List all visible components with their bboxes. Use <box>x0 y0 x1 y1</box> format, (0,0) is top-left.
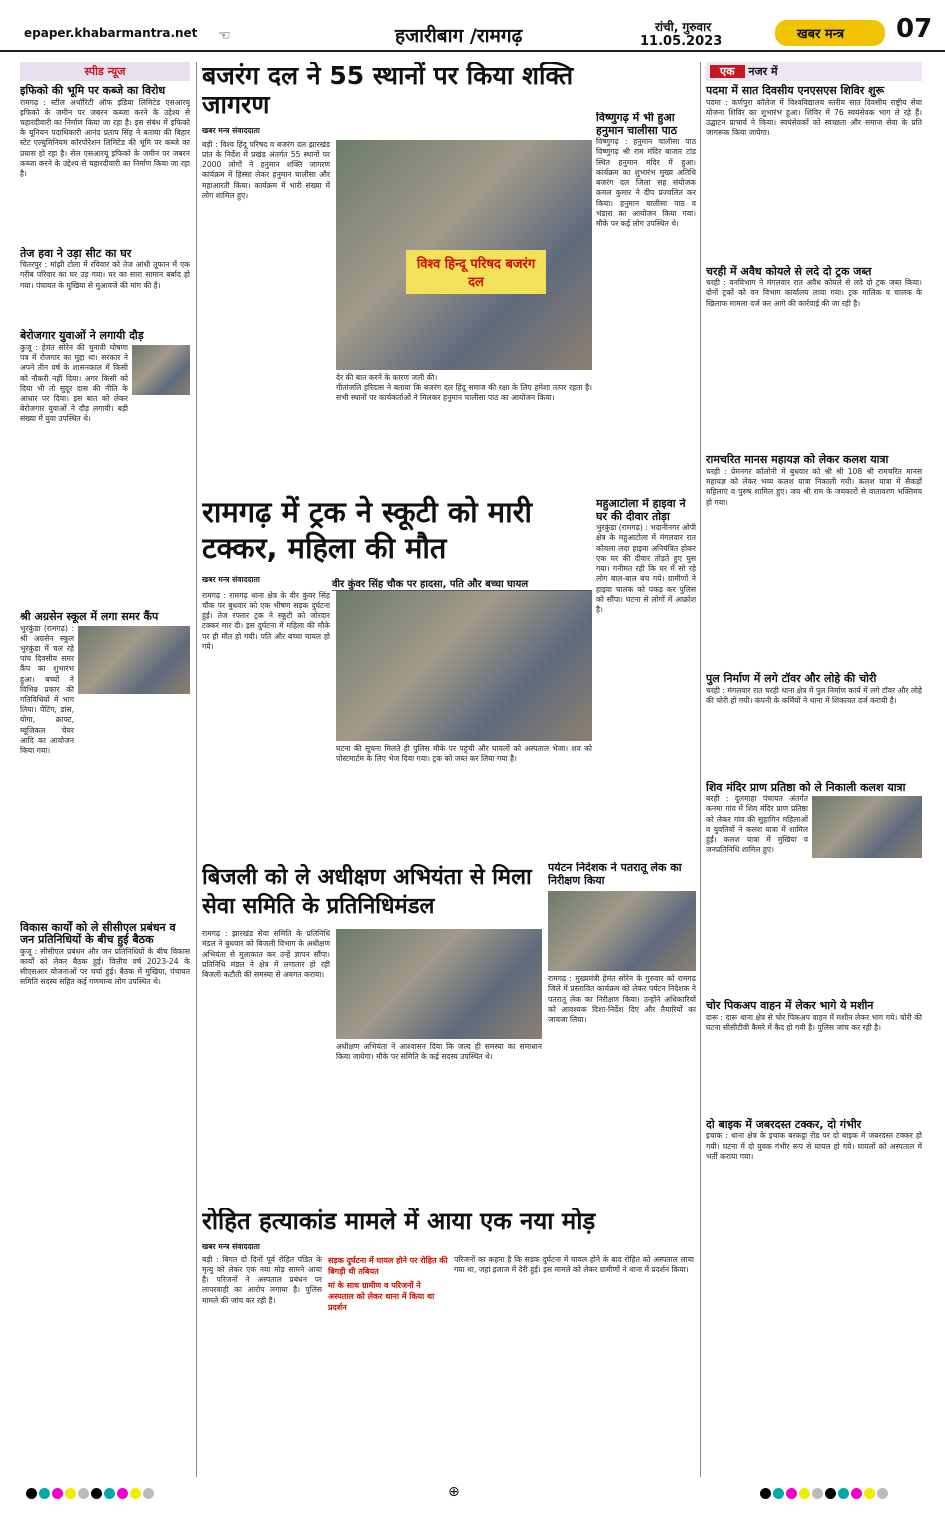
divider-right <box>700 62 701 1477</box>
tag1: एक <box>710 65 745 78</box>
speed-news-band: स्पीड न्यूज <box>20 62 190 81</box>
rohit-deck1: सड़क दुर्घटना में घायल होने पर रोहित की बिगड़ी थी तबियत <box>328 1255 448 1276</box>
top-story <box>202 62 592 492</box>
right-h2: चरही में अवैध कोयले से लदे दो ट्रक जब्त <box>706 264 872 278</box>
rohit-p1: बड़ी : बिगत दो दिनों पूर्व रोहित पंडित के मृत्यु को लेकर एक नया मोड़ सामने आया है। परिजनों ने अस्पताल प्रबंधन पर लापरवाही का आरोप लगाया है। पुलिस मामले की जांच कर रही है। <box>202 1254 322 1305</box>
side-head: विष्णुगढ़ में भी हुआ हनुमान चालीसा पाठ <box>596 112 678 137</box>
truck-byline: खबर मन्त्र संवाददाता <box>202 574 260 584</box>
right-h7: दो बाइक में जबरदस्त टक्कर, दो गंभीर <box>706 1117 862 1131</box>
truck-p1: रामगढ़ : रामगढ़ थाना क्षेत्र के वीर कुंवर सिंह चौक पर बुधवार को एक भीषण सड़क दुर्घटना हुई। तेज रफ्तार ट्रक ने स्कूटी को जोरदार टक्कर मार दी। इस दुर्घटना में महिला की मौके पर ही मौत हो गयी। पति और बच्चा घायल हो गये। <box>202 590 330 651</box>
mark-dot <box>65 1488 76 1499</box>
rohit-byline: खबर मन्त्र संवाददाता <box>202 1241 260 1251</box>
pointer-icon: ☜ <box>218 28 231 44</box>
truck-story <box>202 494 592 854</box>
right-h4: पुल निर्माण में लगे टॉवर और लोहे की चोरी <box>706 671 877 685</box>
mark-dot <box>143 1488 154 1499</box>
mark-dot <box>864 1488 875 1499</box>
place-day: रांची, गुरुवार <box>655 20 712 34</box>
left-p2: चितरपुर : मांझी टोला में रविवार को तेज आंधी तूफान में एक गरीब परिवार का घर उड़ गया। घर का सारा सामान बर्बाद हो गया। पंचायत के मुखिया से मुआवजे की मांग की है। <box>20 260 190 290</box>
rohit-headline: रोहित हत्याकांड मामले में आया एक नया मोड़ <box>202 1208 596 1235</box>
truck-p2: घटना की सूचना मिलते ही पुलिस मौके पर पहुंची और घायलों को अस्पताल भेजा। शव को पोस्टमार्टम के लिए भेज दिया गया। ट्रक को जब्त कर लिया गया है। <box>336 743 592 763</box>
top-headline: बजरंग दल ने 55 स्थानों पर किया शक्ति जागरण <box>202 62 574 119</box>
brand-logo <box>775 20 885 46</box>
bajrang-dal-photo <box>336 140 592 370</box>
left-p3: कुजू : हेमंत सोरेन की चुनावी घोषणा पत्र में रोजगार का मुद्दा था। सरकार ने अपने तीन वर्ष के शासनकाल में किसी को नौकरी नहीं दिया। अगर किसी को दिया भी तो सुदूर दास की नीति के आधार पर दिया। इस बात को लेकर बेरोजगार युवाओं ने दौड़ लगायी। बड़ी संख्या में युवा उपस्थित थे। <box>20 342 128 424</box>
electric-headline: बिजली को ले अधीक्षण अभियंता से मिला सेवा समिति के प्रतिनिधिमंडल <box>202 865 532 919</box>
mark-dot <box>851 1488 862 1499</box>
right-p5: बरही : दुलमाहा पंचायत अंतर्गत कनमा गांव में शिव मंदिर प्राण प्रतिष्ठा को लेकर गांव की सुहागिन महिलाओं व युवतियों ने कलश यात्रा में शामिल हुईं। कलश यात्रा में मुखिया व जनप्रतिनिधि शामिल हुए। <box>706 794 808 855</box>
side-p: विष्णुगढ़ : हनुमान चालीसा पाठ विष्णुगढ़ श्री राम मंदिर बाजार टांड स्थित हनुमान मंदिर में हुआ। कार्यक्रम का शुभारंभ मुख्य अतिथि बजरंग दल जिला सह संयोजक कमल कुमार ने दीप प्रज्वलित कर किया। हनुमान चालीसा पाठ व भंडारा का आयोजन किया गया। मौके पर कई लोग उपस्थित थे। <box>596 137 696 228</box>
right-h5: शिव मंदिर प्राण प्रतिष्ठा को ले निकाली कलश यात्रा <box>706 780 906 794</box>
right-p6: दारू : दारू थाना क्षेत्र से चोर पिकअप वाहन में मशीन लेकर भाग गये। चोरी की घटना सीसीटीवी कैमरे में कैद हो गयी है। पुलिस जांच कर रही है। <box>706 1012 922 1033</box>
left-h4: श्री अग्रसेन स्कूल में लगा समर कैंप <box>20 609 159 623</box>
top-side <box>596 112 696 492</box>
right-p2: चरही : वनविभाग ने मंगलवार रात अवैध कोयले से लदे दो ट्रक जब्त किया। दोनों ट्रकों को वन विभाग कार्यालय लाया गया। ट्रक मालिक व चालक के खिलाफ मामला दर्ज कर आगे की कार्रवाई की जा रही है। <box>706 278 922 308</box>
electric-story <box>202 864 542 1204</box>
mark-dot <box>78 1488 89 1499</box>
registration-marks-left <box>26 1484 156 1502</box>
banner-text: विश्व हिन्दू परिषद बजरंग दल <box>406 250 546 294</box>
left-p1: रामगढ़ : स्टील अथॉरिटी ऑफ इंडिया लिमिटेड एसआरयू इफिको के जमीन पर जबरन कब्जा करने के उद्देश्य से चहारदीवारी का निर्माण किया जा रहा है। इस संबंध में इफिको के यूनियन पदाधिकारी आनंद प्रताप सिंह ने बताया की बिहार स्टेट एल्युमिनियम कॉरपोरेशन लिमिटेड की भूमि पर कब्जे का प्रयास हो रहा है। सेल एसआरयू इफिको के जमीन पर जबरन कब्जा करने के उद्देश्य से चहारदीवारी का निर्माण किया जा रहा है। <box>20 97 190 179</box>
truck-headline: रामगढ़ में ट्रक ने स्कूटी को मारी टक्कर, महिला की मौत <box>202 495 532 566</box>
hydel-p: भुरकुंडा (रामगढ़) : भदानीनगर ओपी क्षेत्र के महुआटोला में मंगलवार रात कोयला लदा हाइवा अनियंत्रित होकर एक घर की दीवार तोड़ते हुए घुस गया। गनीमत रही कि घर में सो रहे लोग बाल-बाल बच गये। ग्रामीणों ने हाइवा चालक को पकड़ कर पुलिस को सौंपा। घटना से लोगों में आक्रोश है। <box>596 523 696 614</box>
right-p4: चरही : मंगलवार रात चरही थाना क्षेत्र में पुल निर्माण कार्य में लगे टॉवर और लोहे की चोरी हो गयी। कंपनी के कर्मियों ने थाना में शिकायत दर्ज करायी है। <box>706 685 922 705</box>
top-byline: खबर मन्त्र संवाददाता <box>202 125 260 135</box>
right-h1: पदमा में सात दिवसीय एनएसएस शिविर शुरू <box>706 84 885 97</box>
left-h3: बेरोजगार युवाओं ने लगायी दौड़ <box>20 329 144 343</box>
tourism-head: पर्यटन निदेशक ने पतरातू लेक का निरीक्षण किया <box>548 862 682 887</box>
registration-marks-right <box>760 1484 890 1502</box>
page-number: 07 <box>896 14 933 44</box>
mark-dot <box>130 1488 141 1499</box>
left-p5: कुजू : सीसीएल प्रबंधन और जन प्रतिनिधियों के बीच विकास कार्यों को लेकर बैठक हुई। वित्तीय वर्ष 2023-24 के सीएसआर योजनाओं पर चर्चा हुई। बैठक में मुखिया, पंचायत समिति सदस्य सहित कई गणमान्य लोग उपस्थित थे। <box>20 946 190 987</box>
truck-strap: वीर कुंवर सिंह चौक पर हादसा, पति और बच्चा घायल <box>332 576 592 591</box>
mark-dot <box>26 1488 37 1499</box>
temple-photo <box>812 796 922 858</box>
tourism-story <box>548 862 696 1202</box>
lake-photo <box>548 891 696 971</box>
mark-dot <box>773 1488 784 1499</box>
top-caption: देर की बात करने के कारण जली की। <box>336 372 438 382</box>
left-h2: तेज हवा ने उड़ा सीट का घर <box>20 246 132 260</box>
accident-photo <box>336 591 592 741</box>
mark-dot <box>812 1488 823 1499</box>
tourism-p: रामगढ़ : मुख्यमंत्री हेमंत सोरेन के गुरुवार को रामगढ़ जिले में प्रस्तावित कार्यक्रम को लेकर पर्यटन निदेशक ने पतरातू लेक का निरीक्षण किया। उन्होंने अधिकारियों को आवश्यक दिशा-निर्देश दिए और तैयारियों का जायजा लिया। <box>548 974 696 1025</box>
right-p1: पदमा : कर्णपुरा कॉलेज में विश्वविद्यालय स्तरीय सात दिवसीय राष्ट्रीय सेवा योजना शिविर का शुभारंभ हुआ। शिविर में 76 स्वयंसेवक भाग ले रहे हैं। उद्घाटन प्राचार्य ने किया। स्वयंसेवकों को स्वच्छता और समाज सेवा के प्रति जागरूक किया जायेगा। <box>706 97 922 138</box>
mark-dot <box>799 1488 810 1499</box>
mark-dot <box>786 1488 797 1499</box>
registration-mark-center: ⊕ <box>448 1484 460 1500</box>
mark-dot <box>117 1488 128 1499</box>
mark-dot <box>877 1488 888 1499</box>
mark-dot <box>760 1488 771 1499</box>
right-h3: रामचरित मानस महायज्ञ को लेकर कलश यात्रा <box>706 453 889 467</box>
hydel-head: महुआटोला में हाइवा ने घर की दीवार तोड़ा <box>596 498 686 523</box>
left-column <box>20 62 190 1480</box>
electric-p1: रामगढ़ : झारखंड सेवा समिति के प्रतिनिधि मंडल ने बुधवार को बिजली विभाग के अधीक्षण अभियंता से मुलाकात कर उन्हें ज्ञापन सौंपा। प्रतिनिधि मंडल ने क्षेत्र में लगातार हो रही बिजली कटौती की समस्या से अवगत कराया। <box>202 929 330 979</box>
mark-dot <box>825 1488 836 1499</box>
right-p3: चरही : प्रेमनगर कॉलोनी में बुधवार को श्री श्री 108 श्री रामचरित मानस महायज्ञ को लेकर भव्य कलश यात्रा निकाली गयी। कलश यात्रा में सैकड़ों महिलाएं व पुरुष शामिल हुए। जय श्री राम के जयकारों से वातावरण भक्तिमय हो गया। <box>706 466 922 507</box>
divider-left <box>196 62 197 1477</box>
brand-logo-text: खबर मन्त्र <box>797 27 845 42</box>
right-p7: इचाक : थाना क्षेत्र के इचाक बरकट्ठा रोड पर दो बाइक में जबरदस्त टक्कर हो गयी। घटना में दो युवक गंभीर रूप से घायल हो गये। घायलों को अस्पताल में भर्ती कराया गया। <box>706 1131 922 1161</box>
rohit-p2: परिजनों का कहना है कि सड़क दुर्घटना में घायल होने के बाद रोहित को अस्पताल लाया गया था, जहां इलाज में देरी हुई। इस मामले को लेकर ग्रामीणों ने थाना में प्रदर्शन किया। <box>454 1254 694 1274</box>
issue-date: 11.05.2023 <box>640 34 723 49</box>
masthead <box>0 0 945 52</box>
left-h5: विकास कार्यों को ले सीसीएल प्रबंधन व जन प्रतिनिधियों के बीच हुई बैठक <box>20 920 176 947</box>
delegation-photo <box>336 929 542 1039</box>
rohit-deck2: मां के साथ ग्रामीण व परिजनों ने अस्पताल को लेकर थाना में किया था प्रदर्शन <box>328 1280 435 1312</box>
summer-camp-photo <box>78 626 190 694</box>
electric-p2: अधीक्षण अभियंता ने आश्वासन दिया कि जल्द ही समस्या का समाधान किया जायेगा। मौके पर समिति के कई सदस्य उपस्थित थे। <box>336 1042 542 1062</box>
mark-dot <box>104 1488 115 1499</box>
top-p1: बड़ी : विश्व हिंदू परिषद व बजरंग दल झारखंड प्रांत के निर्देश में प्रखंड अंतर्गत 55 स्थानों पर 2000 लोगों ने हनुमान शक्ति जागरण कार्यक्रम में हिस्सा लेकर हनुमान चालीसा और महाआरती किया। कार्यक्रम में भारी संख्या में लोग शामिल हुए। <box>202 139 330 200</box>
hydel-story <box>596 498 696 854</box>
mark-dot <box>52 1488 63 1499</box>
right-column <box>706 62 922 1480</box>
mark-dot <box>91 1488 102 1499</box>
site-url[interactable]: epaper.khabarmantra.net <box>24 26 198 40</box>
top-p2: गीतांजलि हरिदास ने बताया कि बजरंग दल हिंदू समाज की रक्षा के लिए हमेशा तत्पर रहता है। सभी स्थानों पर कार्यकर्ताओं ने मिलकर हनुमान चालीसा पाठ का आयोजन किया। <box>336 382 592 403</box>
edition-title: हजारीबाग /रामगढ़ <box>395 25 523 47</box>
mark-dot <box>838 1488 849 1499</box>
tag2: नजर में <box>748 65 778 78</box>
left-h1: इफिको की भूमि पर कब्जे का विरोध <box>20 84 166 97</box>
rohit-story <box>202 1208 696 1476</box>
mark-dot <box>39 1488 50 1499</box>
ek-nazar-band <box>706 62 922 81</box>
youth-photo <box>132 345 190 395</box>
right-h6: चोर पिकअप वाहन में लेकर भागे ये मशीन <box>706 999 874 1013</box>
left-p4: भुरकुंडा (रामगढ़) : श्री अग्रसेन स्कूल भुरकुंडा में चल रहे पांच दिवसीय समर कैंप का शुभारंभ हुआ। बच्चों ने विभिन्न प्रकार की गतिविधियों में भाग लिया। पेंटिंग, डांस, योगा, क्राफ्ट, म्यूजिकल चेयर आदि का आयोजन किया गया। <box>20 623 74 755</box>
